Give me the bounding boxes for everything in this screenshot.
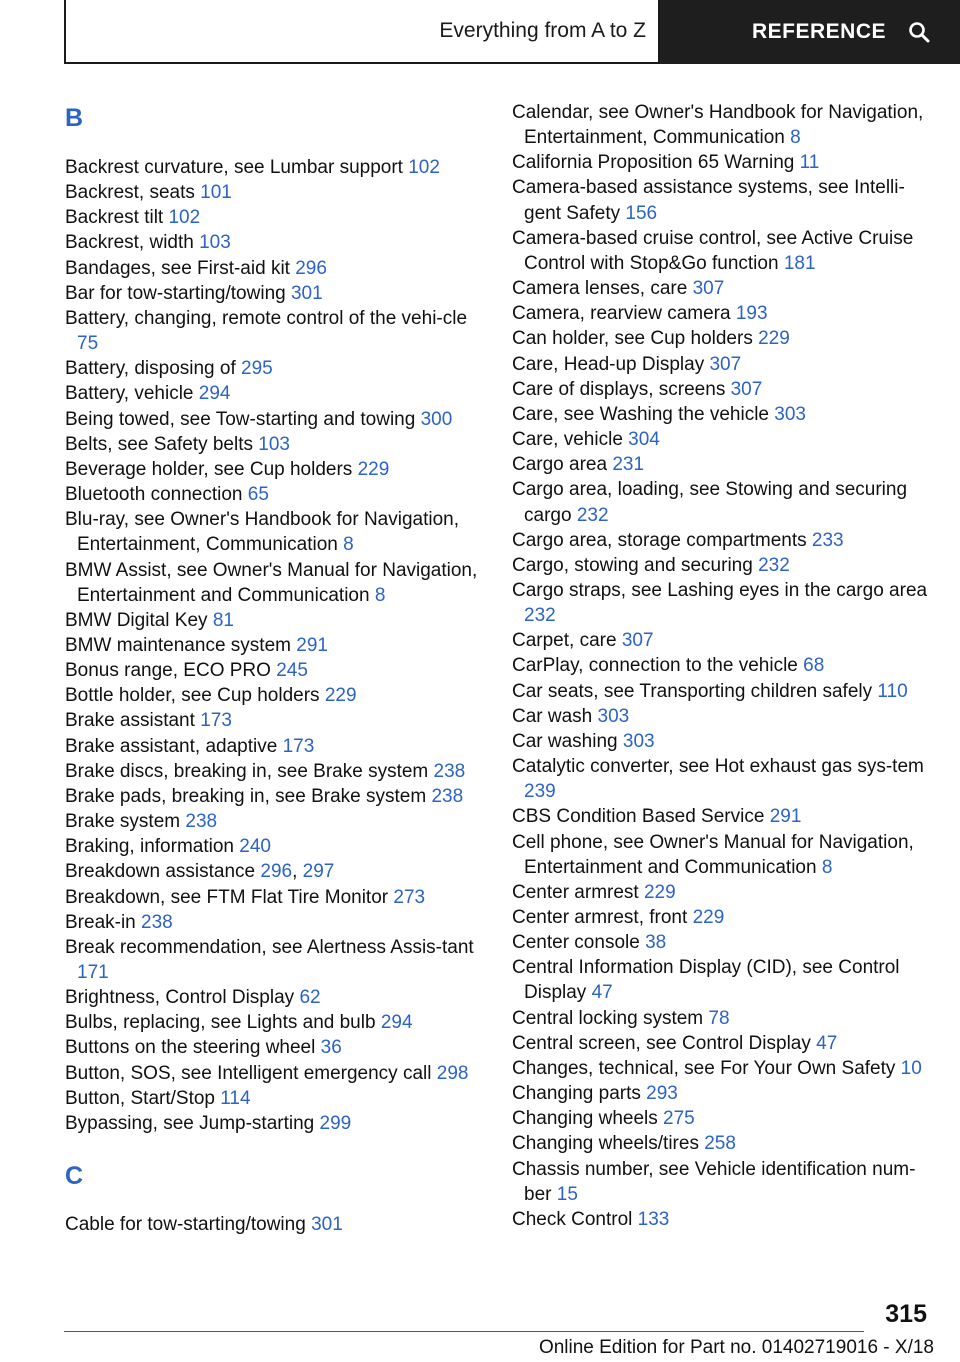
index-term: Center armrest, front bbox=[512, 907, 688, 928]
page-link[interactable]: 275 bbox=[663, 1108, 695, 1130]
page-link[interactable]: 307 bbox=[709, 353, 742, 375]
index-term: Central screen, see Control Display bbox=[512, 1032, 811, 1054]
page-link[interactable]: 8 bbox=[790, 127, 801, 149]
page-link[interactable]: 294 bbox=[380, 1012, 413, 1034]
page-link[interactable]: 81 bbox=[212, 609, 234, 631]
page-link[interactable]: 300 bbox=[420, 408, 453, 430]
index-term: Brake system bbox=[65, 811, 181, 833]
page-link[interactable]: 103 bbox=[199, 232, 231, 254]
page-link[interactable]: 232 bbox=[576, 504, 609, 526]
page-link[interactable]: 295 bbox=[241, 358, 273, 380]
index-entry bbox=[512, 301, 932, 326]
index-entry bbox=[65, 658, 485, 683]
index-term: Bluetooth connection bbox=[65, 484, 243, 506]
index-term: BMW Digital Key bbox=[65, 609, 208, 631]
index-term: Bulbs, replacing, see Lights and bulb bbox=[65, 1012, 376, 1034]
index-entry bbox=[65, 885, 485, 910]
index-entry bbox=[65, 809, 485, 834]
page-link[interactable]: 301 bbox=[311, 1214, 343, 1236]
index-term: Brake discs, breaking in, see Brake system bbox=[65, 760, 429, 782]
index-term: Bypassing, see Jump-starting bbox=[65, 1112, 315, 1134]
index-entry bbox=[512, 150, 932, 175]
index-term: Break-in bbox=[65, 911, 136, 933]
index-term: California Proposition 65 Warning bbox=[512, 152, 795, 174]
index-entry bbox=[65, 155, 485, 180]
index-entry bbox=[65, 432, 485, 457]
page-header bbox=[64, 0, 960, 64]
page-link[interactable]: 229 bbox=[758, 328, 790, 350]
index-term: Brake assistant, adaptive bbox=[65, 735, 278, 757]
index-entry bbox=[65, 935, 485, 985]
index-term: BMW Assist, see Owner's Manual for Navigation, Entertainment and Communication bbox=[65, 559, 478, 606]
page-link[interactable]: 231 bbox=[612, 454, 645, 476]
page-link[interactable]: 303 bbox=[774, 403, 806, 425]
index-term: Check Control bbox=[512, 1208, 633, 1230]
index-term: Brake assistant bbox=[65, 710, 195, 732]
index-term: Buttons on the steering wheel bbox=[65, 1037, 316, 1059]
index-term: Battery, vehicle bbox=[65, 383, 194, 405]
index-term: Break recommendation, see Alertness Assis-tant bbox=[65, 936, 474, 958]
index-column-left bbox=[65, 100, 485, 1237]
index-entry bbox=[65, 708, 485, 733]
index-entry bbox=[65, 205, 485, 230]
index-term: Backrest curvature, see Lumbar support bbox=[65, 157, 403, 178]
page-link[interactable]: 10 bbox=[900, 1057, 922, 1079]
index-entry bbox=[512, 402, 932, 427]
index-term: Bonus range, ECO PRO bbox=[65, 660, 271, 682]
page-link[interactable]: 303 bbox=[622, 730, 655, 752]
index-entry bbox=[65, 180, 485, 205]
index-term: Beverage holder, see Cup holders bbox=[65, 458, 353, 480]
index-term: Camera, rearview camera bbox=[512, 303, 731, 325]
index-term: Breakdown, see FTM Flat Tire Monitor bbox=[65, 886, 389, 908]
index-entry bbox=[512, 1006, 932, 1031]
index-entry bbox=[65, 834, 485, 859]
index-term: Camera-based assistance systems, see Intelli-gent Safety bbox=[512, 177, 905, 224]
page-link[interactable]: 238 bbox=[185, 811, 218, 833]
index-term: Bottle holder, see Cup holders bbox=[65, 685, 320, 707]
index-entry bbox=[512, 905, 932, 930]
index-term: CBS Condition Based Service bbox=[512, 806, 765, 828]
index-term: CarPlay, connection to the vehicle bbox=[512, 655, 798, 677]
index-term: Cargo, stowing and securing bbox=[512, 554, 753, 576]
index-term: Breakdown assistance bbox=[65, 861, 256, 883]
page-link[interactable]: 229 bbox=[643, 881, 676, 903]
section-letter: B bbox=[65, 104, 84, 132]
page-link[interactable]: 68 bbox=[803, 655, 825, 677]
index-term: Blu-ray, see Owner's Handbook for Navigation, Entertainment, Communication bbox=[65, 509, 460, 556]
page-link[interactable]: 229 bbox=[324, 685, 357, 707]
edition-note: Online Edition for Part no. 01402719016 - X/18 bbox=[538, 1337, 934, 1358]
index-term: Cell phone, see Owner's Manual for Navigation, Entertainment and Communication bbox=[512, 831, 914, 878]
page-link[interactable]: 103 bbox=[258, 433, 290, 455]
index-entry bbox=[65, 1035, 485, 1060]
page-link[interactable]: 8 bbox=[821, 856, 833, 878]
index-entry: Breakdown assistance 296, 297 bbox=[65, 861, 335, 883]
page-link[interactable]: 238 bbox=[433, 760, 466, 782]
index-entry bbox=[512, 326, 932, 351]
index-term: Central Information Display (CID), see Control Display bbox=[512, 957, 900, 1004]
page-link[interactable]: 298 bbox=[436, 1062, 469, 1084]
index-entry bbox=[65, 910, 485, 935]
index-term: Cargo area bbox=[512, 454, 608, 476]
page-link[interactable]: 171 bbox=[77, 962, 109, 983]
page-link[interactable]: 101 bbox=[200, 182, 232, 204]
page-link[interactable]: 232 bbox=[524, 605, 556, 627]
index-entry bbox=[65, 633, 485, 658]
index-entry bbox=[65, 1086, 485, 1111]
index-entry bbox=[512, 1081, 932, 1106]
index-term: Battery, changing, remote control of the vehi-cle bbox=[65, 307, 468, 329]
index-term: Backrest, seats bbox=[65, 182, 195, 204]
page-link[interactable]: 193 bbox=[735, 303, 768, 325]
index-entry bbox=[512, 1056, 932, 1081]
chapter-title: REFERENCE bbox=[752, 20, 887, 43]
index-term: Cargo straps, see Lashing eyes in the cargo area bbox=[512, 579, 928, 601]
index-term: Chassis number, see Vehicle identification num-ber bbox=[512, 1158, 916, 1205]
index-term: Center console bbox=[512, 932, 640, 954]
page-link[interactable]: 47 bbox=[816, 1032, 838, 1054]
index-entry bbox=[512, 653, 932, 678]
page-link[interactable]: 65 bbox=[247, 484, 269, 506]
page-link[interactable]: 297 bbox=[302, 861, 335, 883]
index-entry bbox=[512, 628, 932, 653]
page-link[interactable]: 102 bbox=[168, 207, 201, 229]
page-link[interactable]: 291 bbox=[769, 806, 802, 828]
index-entry bbox=[512, 729, 932, 754]
index-entry bbox=[512, 528, 932, 553]
page-link[interactable]: 110 bbox=[877, 680, 908, 702]
index-entry bbox=[512, 452, 932, 477]
page-link[interactable]: 301 bbox=[290, 282, 323, 304]
page-link[interactable]: 229 bbox=[357, 458, 390, 480]
index-entry bbox=[65, 784, 485, 809]
index-term: Care of displays, screens bbox=[512, 378, 726, 400]
index-entry bbox=[65, 734, 485, 759]
index-entry bbox=[512, 1131, 932, 1156]
page-link[interactable]: 296 bbox=[260, 861, 293, 883]
index-entry bbox=[65, 281, 485, 306]
index-entry bbox=[512, 1106, 932, 1131]
index-column-right bbox=[512, 100, 932, 1232]
index-term: Center armrest bbox=[512, 881, 639, 903]
page-link[interactable]: 78 bbox=[708, 1007, 730, 1029]
index-entry bbox=[512, 578, 932, 628]
index-entry bbox=[512, 477, 932, 527]
page-link[interactable]: 296 bbox=[295, 257, 327, 279]
page-link[interactable]: 114 bbox=[220, 1087, 251, 1109]
index-entry bbox=[65, 1061, 485, 1086]
page-link[interactable]: 181 bbox=[783, 252, 816, 274]
page-link[interactable]: 173 bbox=[200, 710, 232, 732]
page-link[interactable]: 232 bbox=[758, 554, 790, 576]
index-entry bbox=[512, 880, 932, 905]
index-entry bbox=[512, 1207, 932, 1232]
index-term: BMW maintenance system bbox=[65, 634, 291, 656]
footer-divider bbox=[64, 1331, 864, 1332]
page-link[interactable]: 238 bbox=[141, 911, 173, 933]
section-letter: C bbox=[65, 1162, 84, 1191]
index-term: Carpet, care bbox=[512, 630, 617, 652]
index-entry bbox=[65, 230, 485, 255]
index-entry bbox=[512, 377, 932, 402]
page-link[interactable]: 299 bbox=[319, 1112, 352, 1134]
index-entry bbox=[65, 558, 485, 608]
index-entry bbox=[65, 1111, 485, 1136]
index-entry bbox=[65, 1010, 485, 1035]
index-term: Cargo area, storage compartments bbox=[512, 529, 807, 551]
index-term: Brake pads, breaking in, see Brake system bbox=[65, 785, 427, 807]
index-term: Changing wheels bbox=[512, 1108, 658, 1130]
index-entry bbox=[512, 427, 932, 452]
index-term: Cable for tow-starting/towing bbox=[65, 1214, 306, 1236]
page-number: 315 bbox=[885, 1300, 927, 1328]
index-term: Catalytic converter, see Hot exhaust gas sys-tem bbox=[512, 756, 924, 778]
index-entry bbox=[65, 381, 485, 406]
index-entry bbox=[65, 759, 485, 784]
page-link[interactable]: 173 bbox=[282, 735, 315, 757]
index-entry bbox=[65, 256, 485, 281]
index-term: Braking, information bbox=[65, 836, 234, 858]
index-term: Backrest tilt bbox=[65, 207, 164, 229]
index-term: Central locking system bbox=[512, 1007, 704, 1029]
index-term: Changing wheels/tires bbox=[512, 1133, 699, 1155]
index-entry bbox=[65, 683, 485, 708]
index-entry bbox=[512, 276, 932, 301]
index-term: Bar for tow-starting/towing bbox=[65, 282, 286, 304]
page-link[interactable]: 291 bbox=[296, 634, 328, 656]
page-link[interactable]: 75 bbox=[77, 333, 99, 355]
page-link[interactable]: 8 bbox=[343, 534, 354, 556]
page-link[interactable]: 307 bbox=[730, 378, 763, 400]
page-link[interactable]: 102 bbox=[408, 157, 440, 178]
index-term: Camera lenses, care bbox=[512, 278, 688, 300]
page-link[interactable]: 273 bbox=[393, 886, 426, 908]
page-link[interactable]: 47 bbox=[591, 982, 613, 1004]
page-link[interactable]: 293 bbox=[646, 1083, 678, 1105]
page-link[interactable]: 229 bbox=[692, 907, 725, 928]
index-entry bbox=[512, 100, 932, 150]
page-link[interactable]: 8 bbox=[374, 584, 386, 606]
index-term: Calendar, see Owner's Handbook for Navigation, Entertainment, Communication bbox=[512, 102, 924, 149]
index-term: Changing parts bbox=[512, 1083, 641, 1105]
index-term: Car seats, see Transporting children safely bbox=[512, 680, 873, 702]
index-entry bbox=[65, 356, 485, 381]
index-term: Cargo area, loading, see Stowing and securing cargo bbox=[512, 479, 908, 526]
index-entry bbox=[65, 985, 485, 1010]
page-link[interactable]: 303 bbox=[597, 705, 630, 727]
page-link[interactable]: 133 bbox=[637, 1208, 670, 1230]
index-term: Car washing bbox=[512, 730, 618, 752]
page-link[interactable]: 15 bbox=[556, 1183, 578, 1205]
index-entry bbox=[512, 352, 932, 377]
index-entry bbox=[512, 955, 932, 1005]
index-entry bbox=[65, 507, 485, 557]
index-term: Being towed, see Tow-starting and towing bbox=[65, 408, 416, 430]
index-entry bbox=[512, 704, 932, 729]
index-entry bbox=[512, 754, 932, 804]
page-link[interactable]: 307 bbox=[692, 278, 725, 300]
page-link[interactable]: 240 bbox=[239, 836, 271, 858]
page-link[interactable]: 156 bbox=[625, 202, 658, 224]
index-entry bbox=[512, 679, 932, 704]
page-link[interactable]: 38 bbox=[645, 932, 667, 954]
index-term: Camera-based cruise control, see Active Cruise Control with Stop&Go function bbox=[512, 227, 914, 274]
page-link[interactable]: 233 bbox=[811, 529, 844, 551]
index-entry bbox=[512, 1157, 932, 1207]
index-term: Backrest, width bbox=[65, 232, 194, 254]
index-entry bbox=[512, 175, 932, 225]
index-entry bbox=[512, 1031, 932, 1056]
index-term: Brightness, Control Display bbox=[65, 987, 295, 1009]
page-link[interactable]: 258 bbox=[704, 1133, 736, 1155]
index-term: Button, Start/Stop bbox=[65, 1087, 215, 1109]
index-entry bbox=[512, 830, 932, 880]
index-term: Belts, see Safety belts bbox=[65, 433, 253, 455]
index-term: Can holder, see Cup holders bbox=[512, 328, 753, 350]
index-term: Care, see Washing the vehicle bbox=[512, 403, 769, 425]
page-link[interactable]: 36 bbox=[320, 1037, 342, 1059]
index-term: Care, vehicle bbox=[512, 429, 623, 451]
index-term: Car wash bbox=[512, 705, 593, 727]
index-term: Battery, disposing of bbox=[65, 358, 236, 380]
page-link[interactable]: 238 bbox=[431, 785, 464, 807]
index-term: Button, SOS, see Intelligent emergency call bbox=[65, 1062, 432, 1084]
index-entry bbox=[65, 1212, 485, 1237]
chapter-tab[interactable] bbox=[660, 0, 960, 64]
page-link[interactable]: 307 bbox=[621, 630, 654, 652]
page-link[interactable]: 245 bbox=[276, 660, 308, 682]
page-link[interactable]: 239 bbox=[524, 781, 556, 803]
index-entry bbox=[65, 407, 485, 432]
index-entry bbox=[512, 226, 932, 276]
index-entry bbox=[512, 553, 932, 578]
index-entry bbox=[65, 457, 485, 482]
index-entry bbox=[65, 306, 485, 356]
index-entry bbox=[512, 804, 932, 829]
index-entry bbox=[65, 482, 485, 507]
index-entry bbox=[512, 930, 932, 955]
page-link[interactable]: 304 bbox=[628, 429, 660, 451]
section-title: Everything from A to Z bbox=[64, 0, 660, 64]
index-term: Care, Head-up Display bbox=[512, 353, 705, 375]
index-term: Bandages, see First-aid kit bbox=[65, 257, 290, 279]
search-icon[interactable] bbox=[908, 21, 930, 43]
page-link[interactable]: 62 bbox=[299, 987, 321, 1009]
page-link[interactable]: 11 bbox=[799, 152, 820, 174]
index-term: Changes, technical, see For Your Own Safety bbox=[512, 1057, 896, 1079]
index-entry bbox=[65, 608, 485, 633]
page-link[interactable]: 294 bbox=[198, 383, 231, 405]
